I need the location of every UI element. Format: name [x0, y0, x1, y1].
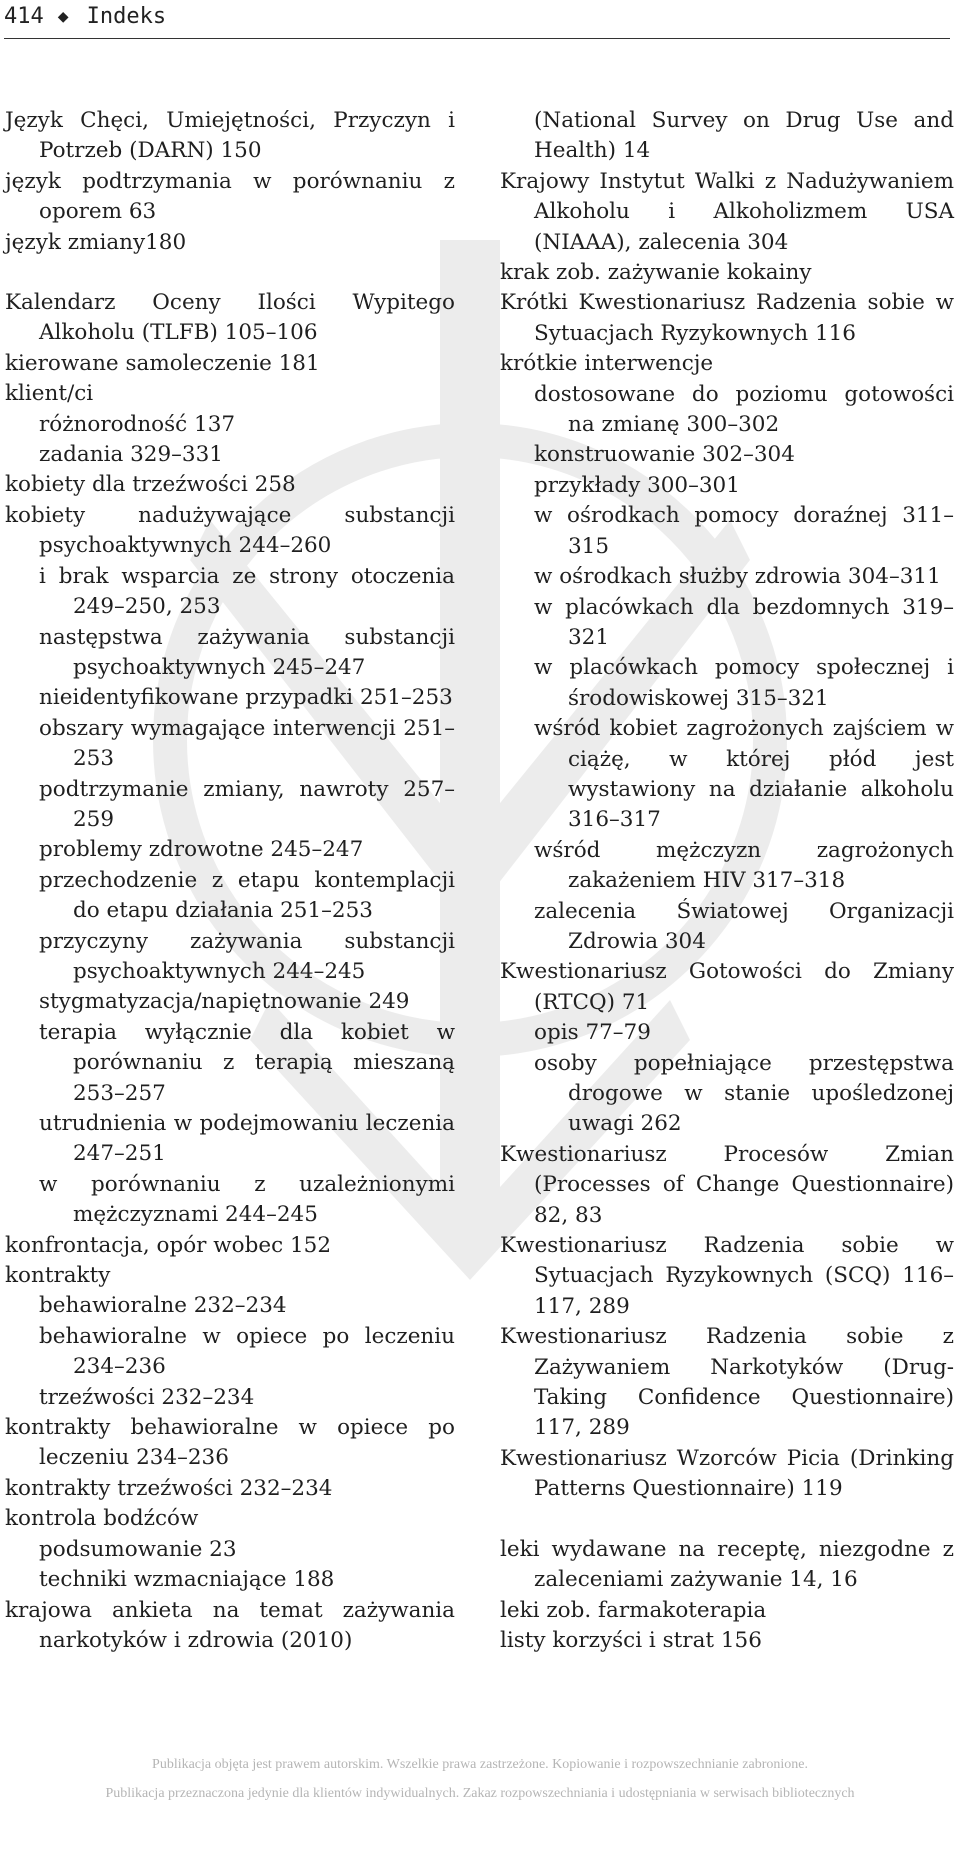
entry-gap — [500, 1505, 954, 1535]
index-subentry: podsumowanie 23 — [39, 1536, 237, 1562]
index-subentry: konstruowanie 302–304 — [534, 442, 795, 468]
index-entry: język zmiany180 — [5, 229, 187, 255]
index-entry: kobiety nadużywające substancji psychoaktywnych 244–260 — [5, 502, 455, 559]
index-subentry: zadania 329–331 — [39, 442, 223, 468]
usage-notice: Publikacja przeznaczona jedynie dla klientów indywidualnych. Zakaz rozpowszechniania i udostępniania w serwisach bibliotecznych — [105, 1786, 855, 1801]
index-subentry: nieidentyfikowane przypadki 251–253 — [39, 685, 453, 711]
index-subentry: (National Survey on Drug Use and Health) 14 — [534, 108, 954, 164]
index-subentry: behawioralne w opiece po leczeniu 234–236 — [39, 1323, 455, 1380]
index-entry: kobiety dla trzeźwości 258 — [5, 472, 296, 498]
index-subentry: następstwa zażywania substancji psychoaktywnych 245–247 — [39, 624, 455, 680]
index-entry: konfrontacja, opór wobec 152 — [5, 1232, 332, 1258]
entry-gap — [5, 258, 455, 288]
index-entry: Kwestionariusz Radzenia sobie z Zażywaniem Narkotyków (Drug-Taking Confidence Questionnaire) 117, 289 — [500, 1324, 954, 1441]
index-subentry: techniki wzmacniające 188 — [39, 1567, 335, 1593]
index-subentry: przechodzenie z etapu kontemplacji do etapu działania 251–253 — [39, 867, 455, 924]
index-subentry: opis 77–79 — [534, 1020, 651, 1046]
diamond-icon: ◆ — [57, 6, 69, 27]
index-subentry: wśród kobiet zagrożonych zajściem w ciążę, w której płód jest wystawiony na działanie alkoholu 316–317 — [534, 716, 954, 833]
index-entry: kontrola bodźców — [5, 1506, 199, 1532]
section-title: Indeks — [86, 4, 167, 29]
index-entry: Język Chęci, Umiejętności, Przyczyn i Potrzeb (DARN) 150 — [5, 108, 455, 164]
index-subentry: behawioralne 232–234 — [39, 1293, 287, 1319]
index-subentry: przykłady 300–301 — [534, 472, 740, 498]
index-entry: kontrakty — [5, 1263, 111, 1289]
copyright-notice: Publikacja objęta jest prawem autorskim. Wszelkie prawa zastrzeżone. Kopiowanie i rozpowszechnianie zabronione. — [152, 1757, 808, 1772]
page-header — [4, 0, 950, 39]
index-entry: krótkie interwencje — [500, 351, 714, 377]
index-subentry: w placówkach dla bezdomnych 319–321 — [534, 594, 954, 650]
index-column-right — [500, 106, 954, 1656]
index-subentry: w ośrodkach pomocy doraźnej 311–315 — [534, 503, 954, 559]
index-subentry: utrudnienia w podejmowaniu leczenia 247–251 — [39, 1111, 455, 1167]
page-number: 414 — [4, 4, 44, 29]
index-subentry: w ośrodkach służby zdrowia 304–311 — [534, 564, 941, 590]
index-subentry: terapia wyłącznie dla kobiet w porównaniu z terapią mieszaną 253–257 — [39, 1019, 455, 1106]
index-subentry: i brak wsparcia ze strony otoczenia 249–250, 253 — [39, 563, 455, 620]
index-subentry: różnorodność 137 — [39, 411, 236, 437]
index-entry: krajowa ankieta na temat zażywania narkotyków i zdrowia (2010) — [5, 1597, 455, 1653]
index-entry: Krajowy Instytut Walki z Nadużywaniem Alkoholu i Alkoholizmem USA (NIAAA), zalecenia 304 — [500, 168, 954, 255]
index-entry: krak zob. zażywanie kokainy — [500, 260, 812, 286]
index-subentry: dostosowane do poziomu gotowości na zmianę 300–302 — [534, 381, 954, 438]
index-entry: Kwestionariusz Gotowości do Zmiany (RTCQ) 71 — [500, 959, 954, 1015]
index-entry: kontrakty trzeźwości 232–234 — [5, 1475, 333, 1501]
index-entry: kontrakty behawioralne w opiece po leczeniu 234–236 — [5, 1415, 455, 1471]
index-subentry: stygmatyzacja/napiętnowanie 249 — [39, 989, 410, 1015]
index-subentry: zalecenia Światowej Organizacji Zdrowia 304 — [534, 898, 954, 954]
index-entry: Kwestionariusz Procesów Zmian (Processes of Change Questionnaire) 82, 83 — [500, 1141, 954, 1228]
index-entry: leki wydawane na receptę, niezgodne z zaleceniami zażywanie 14, 16 — [500, 1536, 954, 1593]
index-entry: Krótki Kwestionariusz Radzenia sobie w Sytuacjach Ryzykownych 116 — [500, 290, 954, 346]
index-subentry: trzeźwości 232–234 — [39, 1384, 255, 1410]
index-entry: kierowane samoleczenie 181 — [5, 350, 320, 376]
index-entry: Kalendarz Oceny Ilości Wypitego Alkoholu (TLFB) 105–106 — [5, 290, 455, 346]
index-subentry: w porównaniu z uzależnionymi mężczyznami 244–245 — [39, 1171, 455, 1228]
index-entry: język podtrzymania w porównaniu z oporem 63 — [5, 168, 455, 225]
index-subentry: w placówkach pomocy społecznej i środowiskowej 315–321 — [534, 655, 954, 711]
index-subentry: podtrzymanie zmiany, nawroty 257–259 — [39, 776, 455, 832]
index-entry: listy korzyści i strat 156 — [500, 1627, 762, 1653]
index-subentry: przyczyny zażywania substancji psychoaktywnych 244–245 — [39, 928, 455, 984]
index-subentry: problemy zdrowotne 245–247 — [39, 837, 364, 863]
index-entry: Kwestionariusz Radzenia sobie w Sytuacjach Ryzykownych (SCQ) 116–117, 289 — [500, 1233, 954, 1319]
index-entry: klient/ci — [5, 381, 94, 407]
index-column-left — [5, 106, 455, 1656]
index-subentry: obszary wymagające interwencji 251–253 — [39, 715, 455, 772]
index-entry: leki zob. farmakoterapia — [500, 1597, 767, 1623]
index-subentry: wśród mężczyzn zagrożonych zakażeniem HIV 317–318 — [534, 837, 954, 894]
index-entry: Kwestionariusz Wzorców Picia (Drinking Patterns Questionnaire) 119 — [500, 1445, 954, 1502]
index-subentry: osoby popełniające przestępstwa drogowe w stanie upośledzonej uwagi 262 — [534, 1050, 954, 1137]
